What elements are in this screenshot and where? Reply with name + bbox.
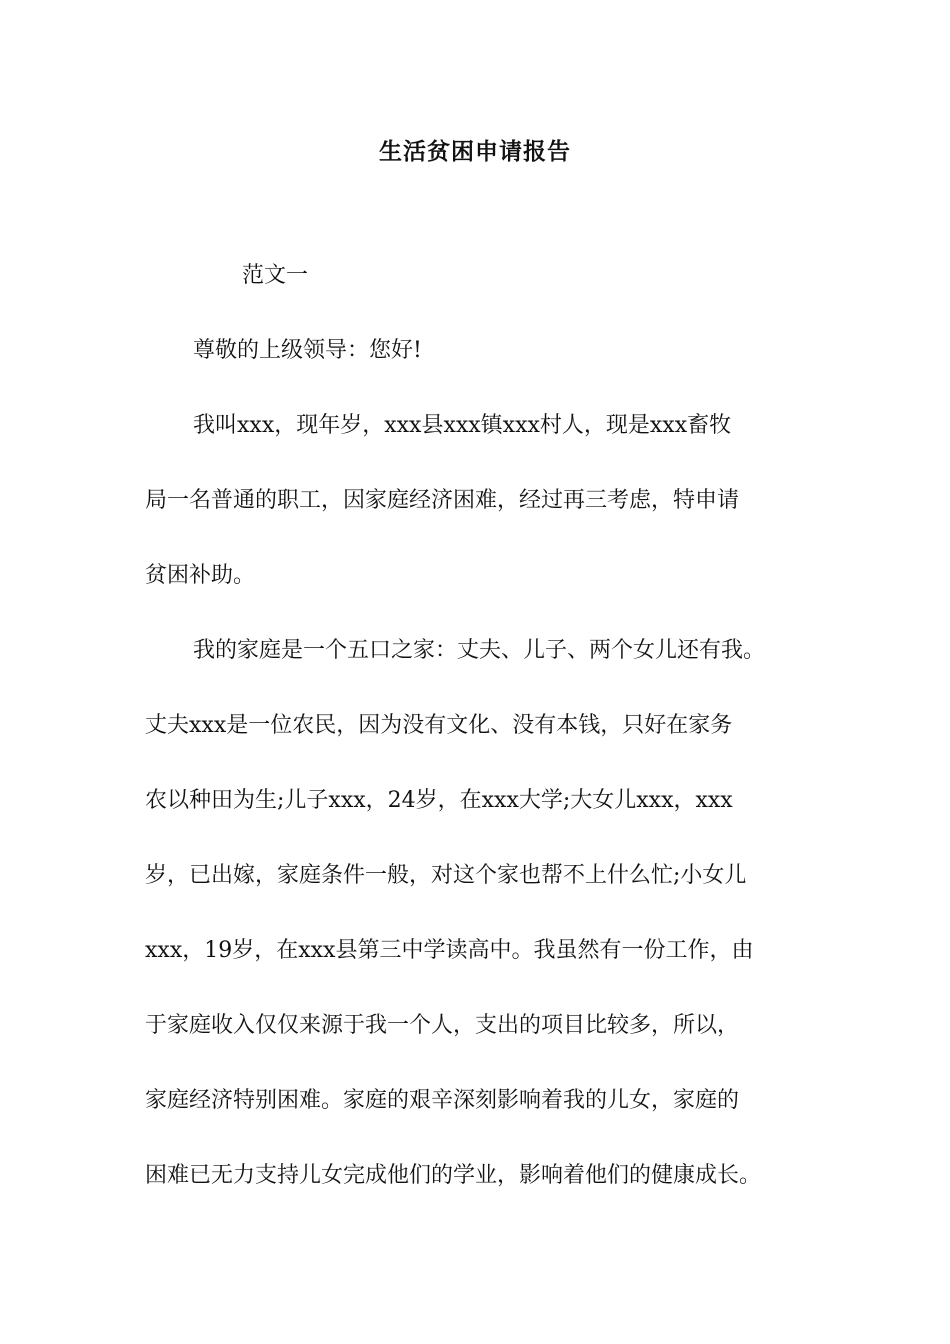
body-line: 家庭经济特别困难。家庭的艰辛深刻影响着我的儿女，家庭的 — [145, 1088, 740, 1113]
section-heading: 范文一 — [242, 263, 309, 288]
body-line: 丈夫xxx是一位农民，因为没有文化、没有本钱，只好在家务 — [145, 713, 733, 738]
body-line: 于家庭收入仅仅来源于我一个人，支出的项目比较多，所以， — [145, 1013, 740, 1038]
body-line: 岁，已出嫁，家庭条件一般，对这个家也帮不上什么忙;小女儿 — [145, 863, 747, 888]
body-line: xxx，19岁，在xxx县第三中学读高中。我虽然有一份工作，由 — [145, 938, 754, 963]
salutation: 尊敬的上级领导：您好! — [193, 338, 422, 363]
body-line: 我的家庭是一个五口之家：丈夫、儿子、两个女儿还有我。 — [193, 638, 766, 663]
body-line: 局一名普通的职工，因家庭经济困难，经过再三考虑，特申请 — [145, 488, 740, 513]
body-line: 我叫xxx，现年岁，xxx县xxx镇xxx村人，现是xxx畜牧 — [193, 413, 732, 438]
body-line: 农以种田为生;儿子xxx，24岁，在xxx大学;大女儿xxx，xxx — [145, 788, 733, 813]
document-title: 生活贫困申请报告 — [379, 138, 571, 165]
body-line: 贫困补助。 — [145, 563, 256, 588]
body-line: 困难已无力支持儿女完成他们的学业，影响着他们的健康成长。 — [145, 1163, 762, 1188]
